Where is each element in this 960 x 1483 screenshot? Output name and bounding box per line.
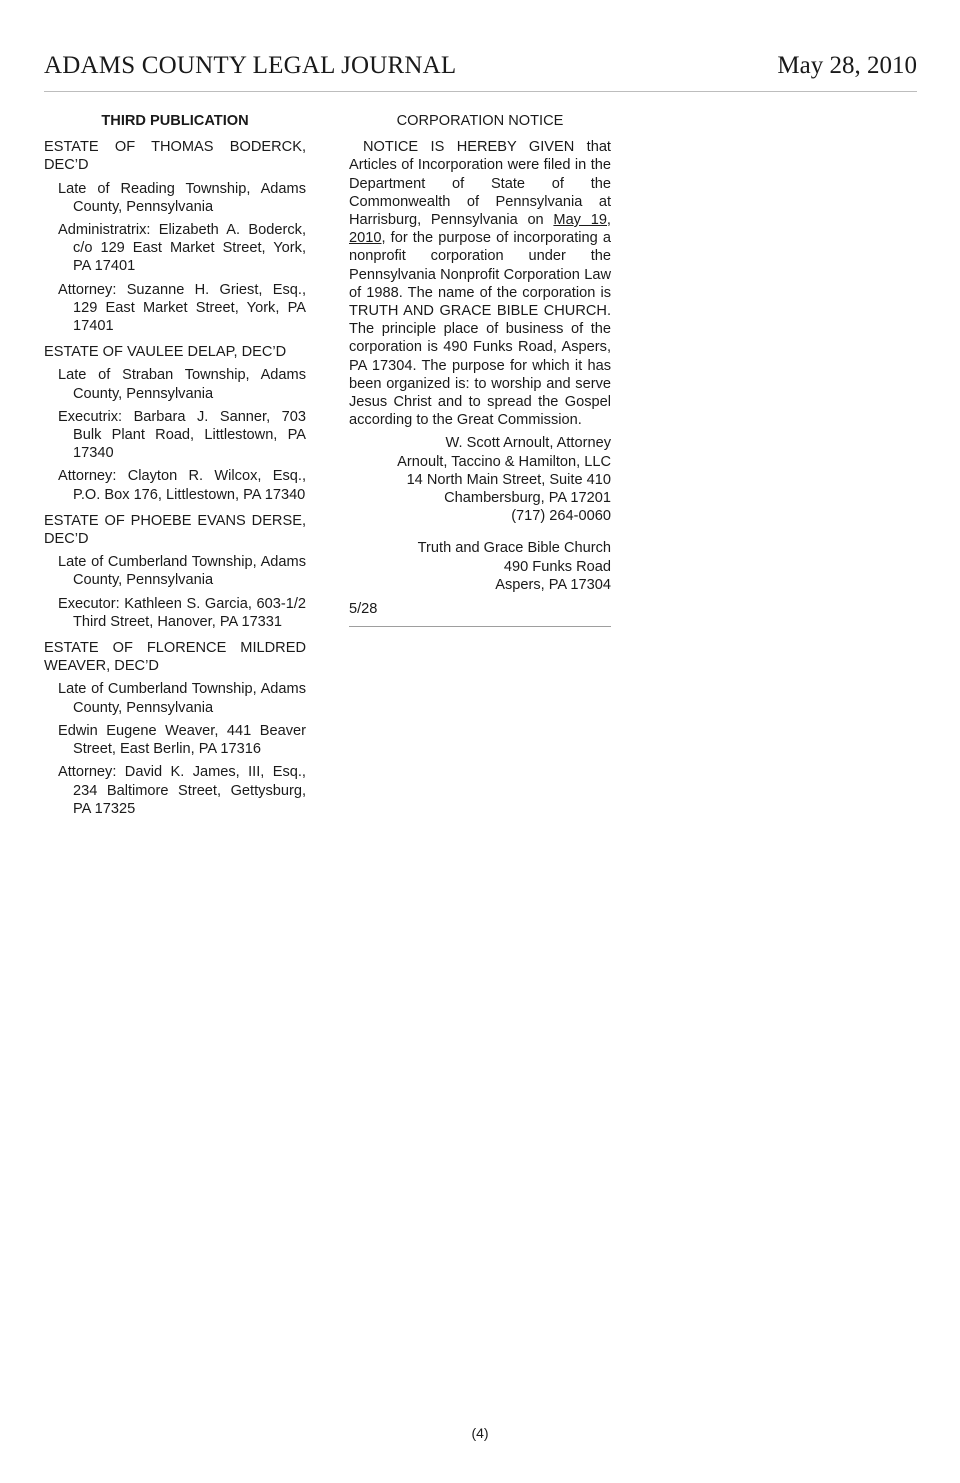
section-heading-corporation-notice: CORPORATION NOTICE	[396, 113, 564, 129]
estate-executor: Executor: Kathleen S. Garcia, 603-1/2 Third Street, Hanover, PA 17331	[58, 595, 306, 630]
estate-residence: Late of Reading Township, Adams County, Pennsylvania	[58, 180, 306, 215]
estate-notice-weaver	[44, 639, 306, 818]
estate-title: ESTATE OF THOMAS BODERCK, DEC’D	[44, 139, 306, 174]
estate-attorney: Attorney: Suzanne H. Griest, Esq., 129 East Market Street, York, PA 17401	[58, 281, 306, 335]
church-street: 490 Funks Road	[503, 558, 611, 575]
left-column	[44, 112, 306, 826]
firm-city: Chambersburg, PA 17201	[444, 490, 611, 507]
notice-divider	[349, 626, 611, 627]
estate-title: ESTATE OF PHOEBE EVANS DERSE, DEC’D	[44, 512, 306, 548]
estate-notice-delap	[44, 343, 306, 504]
journal-title: ADAMS COUNTY LEGAL JOURNAL	[44, 52, 457, 79]
law-firm: Arnoult, Taccino & Hamilton, LLC	[397, 453, 611, 470]
publication-tag: 5/28	[349, 601, 378, 618]
estate-administratrix: Administratrix: Elizabeth A. Boderck, c/o 129 East Market Street, York, PA 17401	[58, 222, 306, 275]
estate-title: ESTATE OF FLORENCE MILDRED WEAVER, DEC’D	[44, 640, 306, 675]
attorney-name: W. Scott Arnoult, Attorney	[445, 435, 611, 452]
corporation-notice-body	[349, 138, 611, 429]
estate-executrix: Executrix: Barbara J. Sanner, 703 Bulk Plant Road, Littlestown, PA 17340	[58, 408, 306, 462]
estate-notice-boderck	[44, 138, 306, 335]
notice-text-part1: NOTICE IS HEREBY GIVEN that Articles of Incorporation were filed in the Department of State of the Commonwealth of Pennsylvania at Harrisburg, Pennsylvania on	[349, 139, 611, 229]
estate-notice-derse	[44, 512, 306, 631]
section-heading-third-publication: THIRD PUBLICATION	[101, 113, 249, 129]
estate-title: ESTATE OF VAULEE DELAP, DEC’D	[44, 344, 287, 361]
page-header	[44, 50, 917, 92]
estate-residence: Late of Cumberland Township, Adams County, Pennsylvania	[58, 681, 306, 716]
estate-attorney: Attorney: Clayton R. Wilcox, Esq., P.O. Box 176, Littlestown, PA 17340	[58, 468, 306, 503]
middle-column	[349, 112, 611, 627]
firm-street: 14 North Main Street, Suite 410	[406, 471, 611, 488]
attorney-signature-block	[349, 434, 611, 525]
issue-date: May 28, 2010	[777, 52, 917, 79]
church-city: Aspers, PA 17304	[495, 576, 611, 593]
estate-residence: Late of Cumberland Township, Adams County, Pennsylvania	[58, 554, 306, 589]
firm-phone: (717) 264-0060	[511, 508, 611, 525]
page-number: (4)	[471, 1425, 489, 1441]
estate-representative: Edwin Eugene Weaver, 441 Beaver Street, East Berlin, PA 17316	[58, 722, 306, 758]
estate-residence: Late of Straban Township, Adams County, Pennsylvania	[58, 367, 306, 402]
estate-attorney: Attorney: David K. James, III, Esq., 234 Baltimore Street, Gettysburg, PA 17325	[58, 764, 306, 817]
notice-text-part2: , for the purpose of incorporating a nonprofit corporation under the Pennsylvania Nonprofit Corporation Law of 1988. The name of the corporation is TRUTH AND GRACE BIBLE CHURCH. The principle place of business of the corporation is 490 Funks Road, Aspers, PA 17304. The purpose for which it has been organized is: to worship and serve Jesus Christ and to spread the Gospel according to the Great Commission.	[349, 230, 611, 429]
church-address-block	[349, 539, 611, 594]
notice-filing-date: May 19, 2010	[349, 212, 611, 247]
church-name: Truth and Grace Bible Church	[417, 540, 611, 557]
